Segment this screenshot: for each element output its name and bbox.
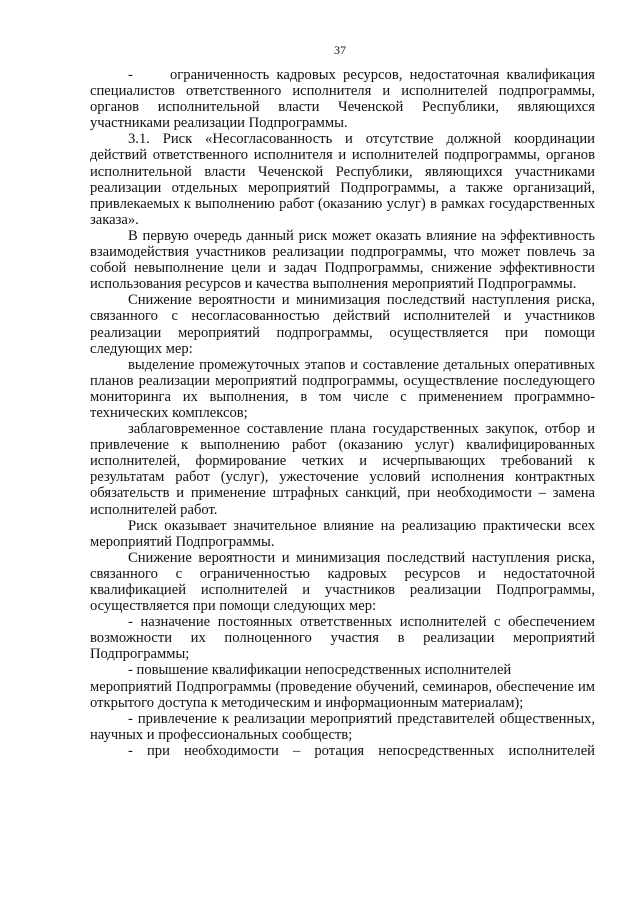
paragraph-risk-impact: В первую очередь данный риск может оказать влияние на эффективность взаимодействия участников реализации подпрограммы, что может повлечь за собой невыполнение цели и задач Подпрограммы, снижение эффективности использования ресурсов и качества выполнения мероприятий Подпрограммы.: [90, 227, 595, 293]
paragraph-measure-training-cont: мероприятий Подпрограммы (проведение обучений, семинаров, обеспечение им открытого доступа к методическим и информационным материалам);: [90, 678, 595, 711]
list-dash: -: [128, 67, 133, 83]
paragraph-measure-community: - привлечение к реализации мероприятий представителей общественных, научных и профессиональных сообществ;: [90, 710, 595, 743]
paragraph-measure-procurement: заблаговременное составление плана государственных закупок, отбор и привлечение к выполнению работ (оказанию услуг) квалифицированных исполнителей, формирование четких и исчерпывающих требований к результатам работ (услуг), ужесточение условий исполнения контрактных обязательств и применение штрафных санкций, при необходимости – замена исполнителей работ.: [90, 421, 595, 518]
document-body: [90, 67, 595, 759]
paragraph-measure-stages: выделение промежуточных этапов и составление детальных оперативных планов реализации мероприятий подпрограммы, осуществление последующего мониторинга их выполнения, в том числе с применением программно-технических комплексов;: [90, 356, 595, 421]
paragraph-risk-staff-limited: [90, 67, 595, 131]
paragraph-measure-training: - повышение квалификации непосредственных исполнителей: [128, 662, 512, 679]
paragraph-staff-mitigation-intro: Снижение вероятности и минимизация последствий наступления риска, связанного с ограниченностью кадровых ресурсов и недостаточной квалификацией исполнителей и участников реализации Подпрограммы, осуществляется при помощи следующих мер:: [90, 549, 595, 615]
paragraph-text: ограниченность кадровых ресурсов, недостаточная квалификация специалистов ответственного исполнителя и исполнителей подпрограммы, органов исполнительной власти Чеченской Республики, являющихся участниками реализации Подпрограммы.: [90, 67, 595, 132]
paragraph-risk-3-1: 3.1. Риск «Несогласованность и отсутствие должной координации действий ответственного исполнителя и исполнителей подпрограммы, органов исполнительной власти Чеченской Республики, являющихся участниками реализации отдельных мероприятий Подпрограммы, а также организаций, привлекаемых к выполнению работ (оказанию услуг) в рамках государственных заказа».: [90, 131, 595, 228]
paragraph-mitigation-intro: Снижение вероятности и минимизация последствий наступления риска, связанного с несогласованностью действий исполнителей и участников реализации мероприятий подпрограммы, осуществляется при помощи следующих мер:: [90, 292, 595, 357]
paragraph-measure-rotation: - при необходимости – ротация непосредственных исполнителей: [128, 742, 595, 759]
paragraph-risk-influence: Риск оказывает значительное влияние на реализацию практически всех мероприятий Подпрограммы.: [90, 517, 595, 550]
page-number: 37: [334, 43, 346, 57]
paragraph-measure-appoint: - назначение постоянных ответственных исполнителей с обеспечением возможности их полноценного участия в реализации мероприятий Подпрограммы;: [90, 614, 595, 663]
